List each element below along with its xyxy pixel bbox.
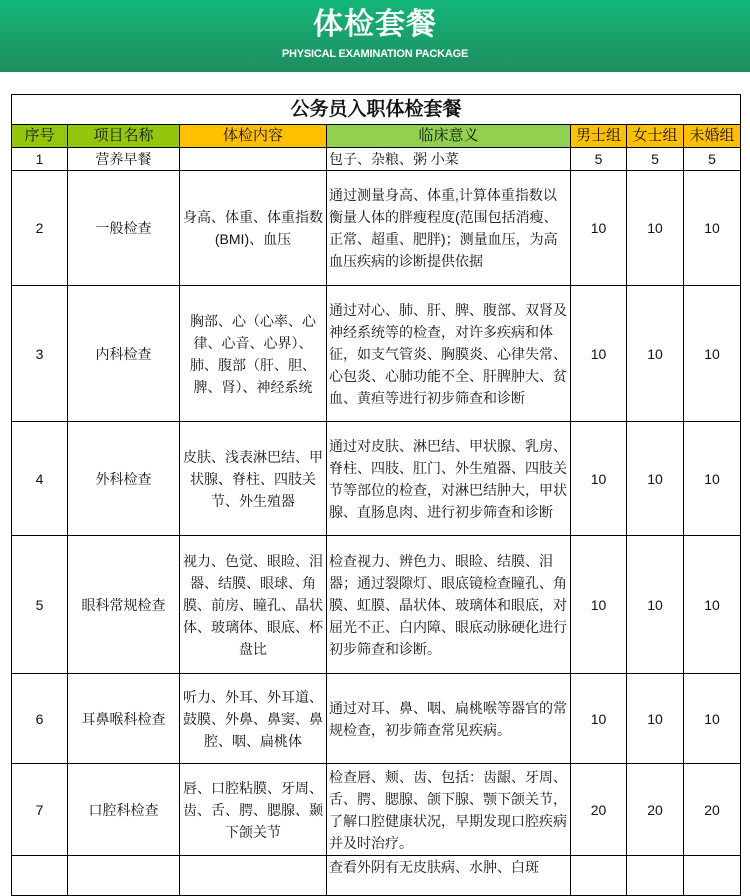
header-male: 男士组: [571, 125, 627, 148]
row-number: 2: [12, 171, 68, 286]
exam-content: 唇、口腔粘膜、牙周、齿、舌、腭、腮腺、颞下颌关节: [180, 764, 327, 856]
clinical-meaning: 通过对耳、鼻、咽、扁桃喉等器官的常规检查，初步筛查常见疾病。: [327, 674, 571, 764]
price-female: 5: [627, 148, 684, 171]
price-male: 10: [571, 171, 627, 286]
table-row: [12, 536, 741, 674]
price-male: 5: [571, 148, 627, 171]
table-row: [12, 674, 741, 764]
exam-content: 视力、色觉、眼睑、泪器、结膜、眼球、角膜、前房、瞳孔、晶状体、玻璃体、眼底、杯盘比: [180, 536, 327, 674]
table-row: [12, 286, 741, 422]
row-number: 4: [12, 422, 68, 536]
table-title: 公务员入职体检套餐: [12, 95, 741, 125]
item-name: 眼科常规检查: [68, 536, 180, 674]
price-female: 10: [627, 422, 684, 536]
clinical-meaning: 通过测量身高、体重,计算体重指数以衡量人体的胖瘦程度(范围包括消瘦、正常、超重、肥胖)；测量血压，为高血压疾病的诊断提供依据: [327, 171, 571, 286]
item-name: 一般检查: [68, 171, 180, 286]
exam-content: 身高、体重、体重指数 (BMI)、血压: [180, 171, 327, 286]
price-male: [571, 856, 627, 896]
header-content: 体检内容: [180, 125, 327, 148]
table-row: [12, 148, 741, 171]
table-row: [12, 422, 741, 536]
row-number: [12, 856, 68, 896]
price-female: [627, 856, 684, 896]
header-meaning: 临床意义: [327, 125, 571, 148]
price-male: 20: [571, 764, 627, 856]
header-single: 未婚组: [684, 125, 741, 148]
price-single: 10: [684, 171, 741, 286]
table-row: [12, 171, 741, 286]
clinical-meaning: 包子、杂粮、粥 小菜: [327, 148, 571, 171]
price-female: 20: [627, 764, 684, 856]
price-male: 10: [571, 674, 627, 764]
item-name: 外科检查: [68, 422, 180, 536]
clinical-meaning: 通过对皮肤、淋巴结、甲状腺、乳房、脊柱、四肢、肛门、外生殖器、四肢关节等部位的检查，对淋巴结肿大，甲状腺、直肠息肉、进行初步筛查和诊断: [327, 422, 571, 536]
price-male: 10: [571, 536, 627, 674]
table-header-row: [12, 125, 741, 148]
price-single: 5: [684, 148, 741, 171]
row-number: 1: [12, 148, 68, 171]
table-row: [12, 856, 741, 896]
price-female: 10: [627, 674, 684, 764]
price-female: 10: [627, 536, 684, 674]
item-name: 口腔科检查: [68, 764, 180, 856]
price-male: 10: [571, 422, 627, 536]
row-number: 3: [12, 286, 68, 422]
exam-content: 皮肤、浅表淋巴结、甲状腺、脊柱、四肢关节、外生殖器: [180, 422, 327, 536]
banner-title: 体检套餐: [313, 8, 437, 41]
row-number: 5: [12, 536, 68, 674]
price-female: 10: [627, 171, 684, 286]
page-banner: [0, 0, 750, 72]
exam-content: 胸部、心（心率、心律、心音、心界）、肺、腹部（肝、胆、脾、肾）、神经系统: [180, 286, 327, 422]
table-row: [12, 764, 741, 856]
clinical-meaning: 检查视力、辨色力、眼睑、结膜、泪器；通过裂隙灯、眼底镜检查瞳孔、角膜、虹膜、晶状体、玻璃体和眼底，对屈光不正、白内障、眼底动脉硬化进行初步筛查和诊断。: [327, 536, 571, 674]
clinical-meaning: 通过对心、肺、肝、脾、腹部、双肾及神经系统等的检查，对许多疾病和体征，如支气管炎、胸膜炎、心律失常、心包炎、心肺功能不全、肝脾肿大、贫血、黄疸等进行初步筛查和诊断: [327, 286, 571, 422]
exam-content: 听力、外耳、外耳道、鼓膜、外鼻、鼻窦、鼻腔、咽、扁桃体: [180, 674, 327, 764]
item-name: 耳鼻喉科检查: [68, 674, 180, 764]
item-name: [68, 856, 180, 896]
price-male: 10: [571, 286, 627, 422]
exam-package-table: [11, 94, 741, 896]
price-single: 10: [684, 674, 741, 764]
header-female: 女士组: [627, 125, 684, 148]
item-name: 营养早餐: [68, 148, 180, 171]
banner-subtitle: PHYSICAL EXAMINATION PACKAGE: [281, 48, 469, 60]
row-number: 6: [12, 674, 68, 764]
clinical-meaning: 查看外阴有无皮肤病、水肿、白斑: [327, 856, 571, 896]
header-no: 序号: [12, 125, 68, 148]
price-single: 10: [684, 422, 741, 536]
price-single: 10: [684, 286, 741, 422]
price-female: 10: [627, 286, 684, 422]
row-number: 7: [12, 764, 68, 856]
item-name: 内科检查: [68, 286, 180, 422]
clinical-meaning: 检查唇、颊、齿、包括：齿龈、牙周、舌、腭、腮腺、颌下腺、颚下颌关节，了解口腔健康状况，早期发现口腔疾病并及时治疗。: [327, 764, 571, 856]
price-single: [684, 856, 741, 896]
price-single: 10: [684, 536, 741, 674]
exam-content: [180, 148, 327, 171]
exam-content: [180, 856, 327, 896]
price-single: 20: [684, 764, 741, 856]
header-name: 项目名称: [68, 125, 180, 148]
